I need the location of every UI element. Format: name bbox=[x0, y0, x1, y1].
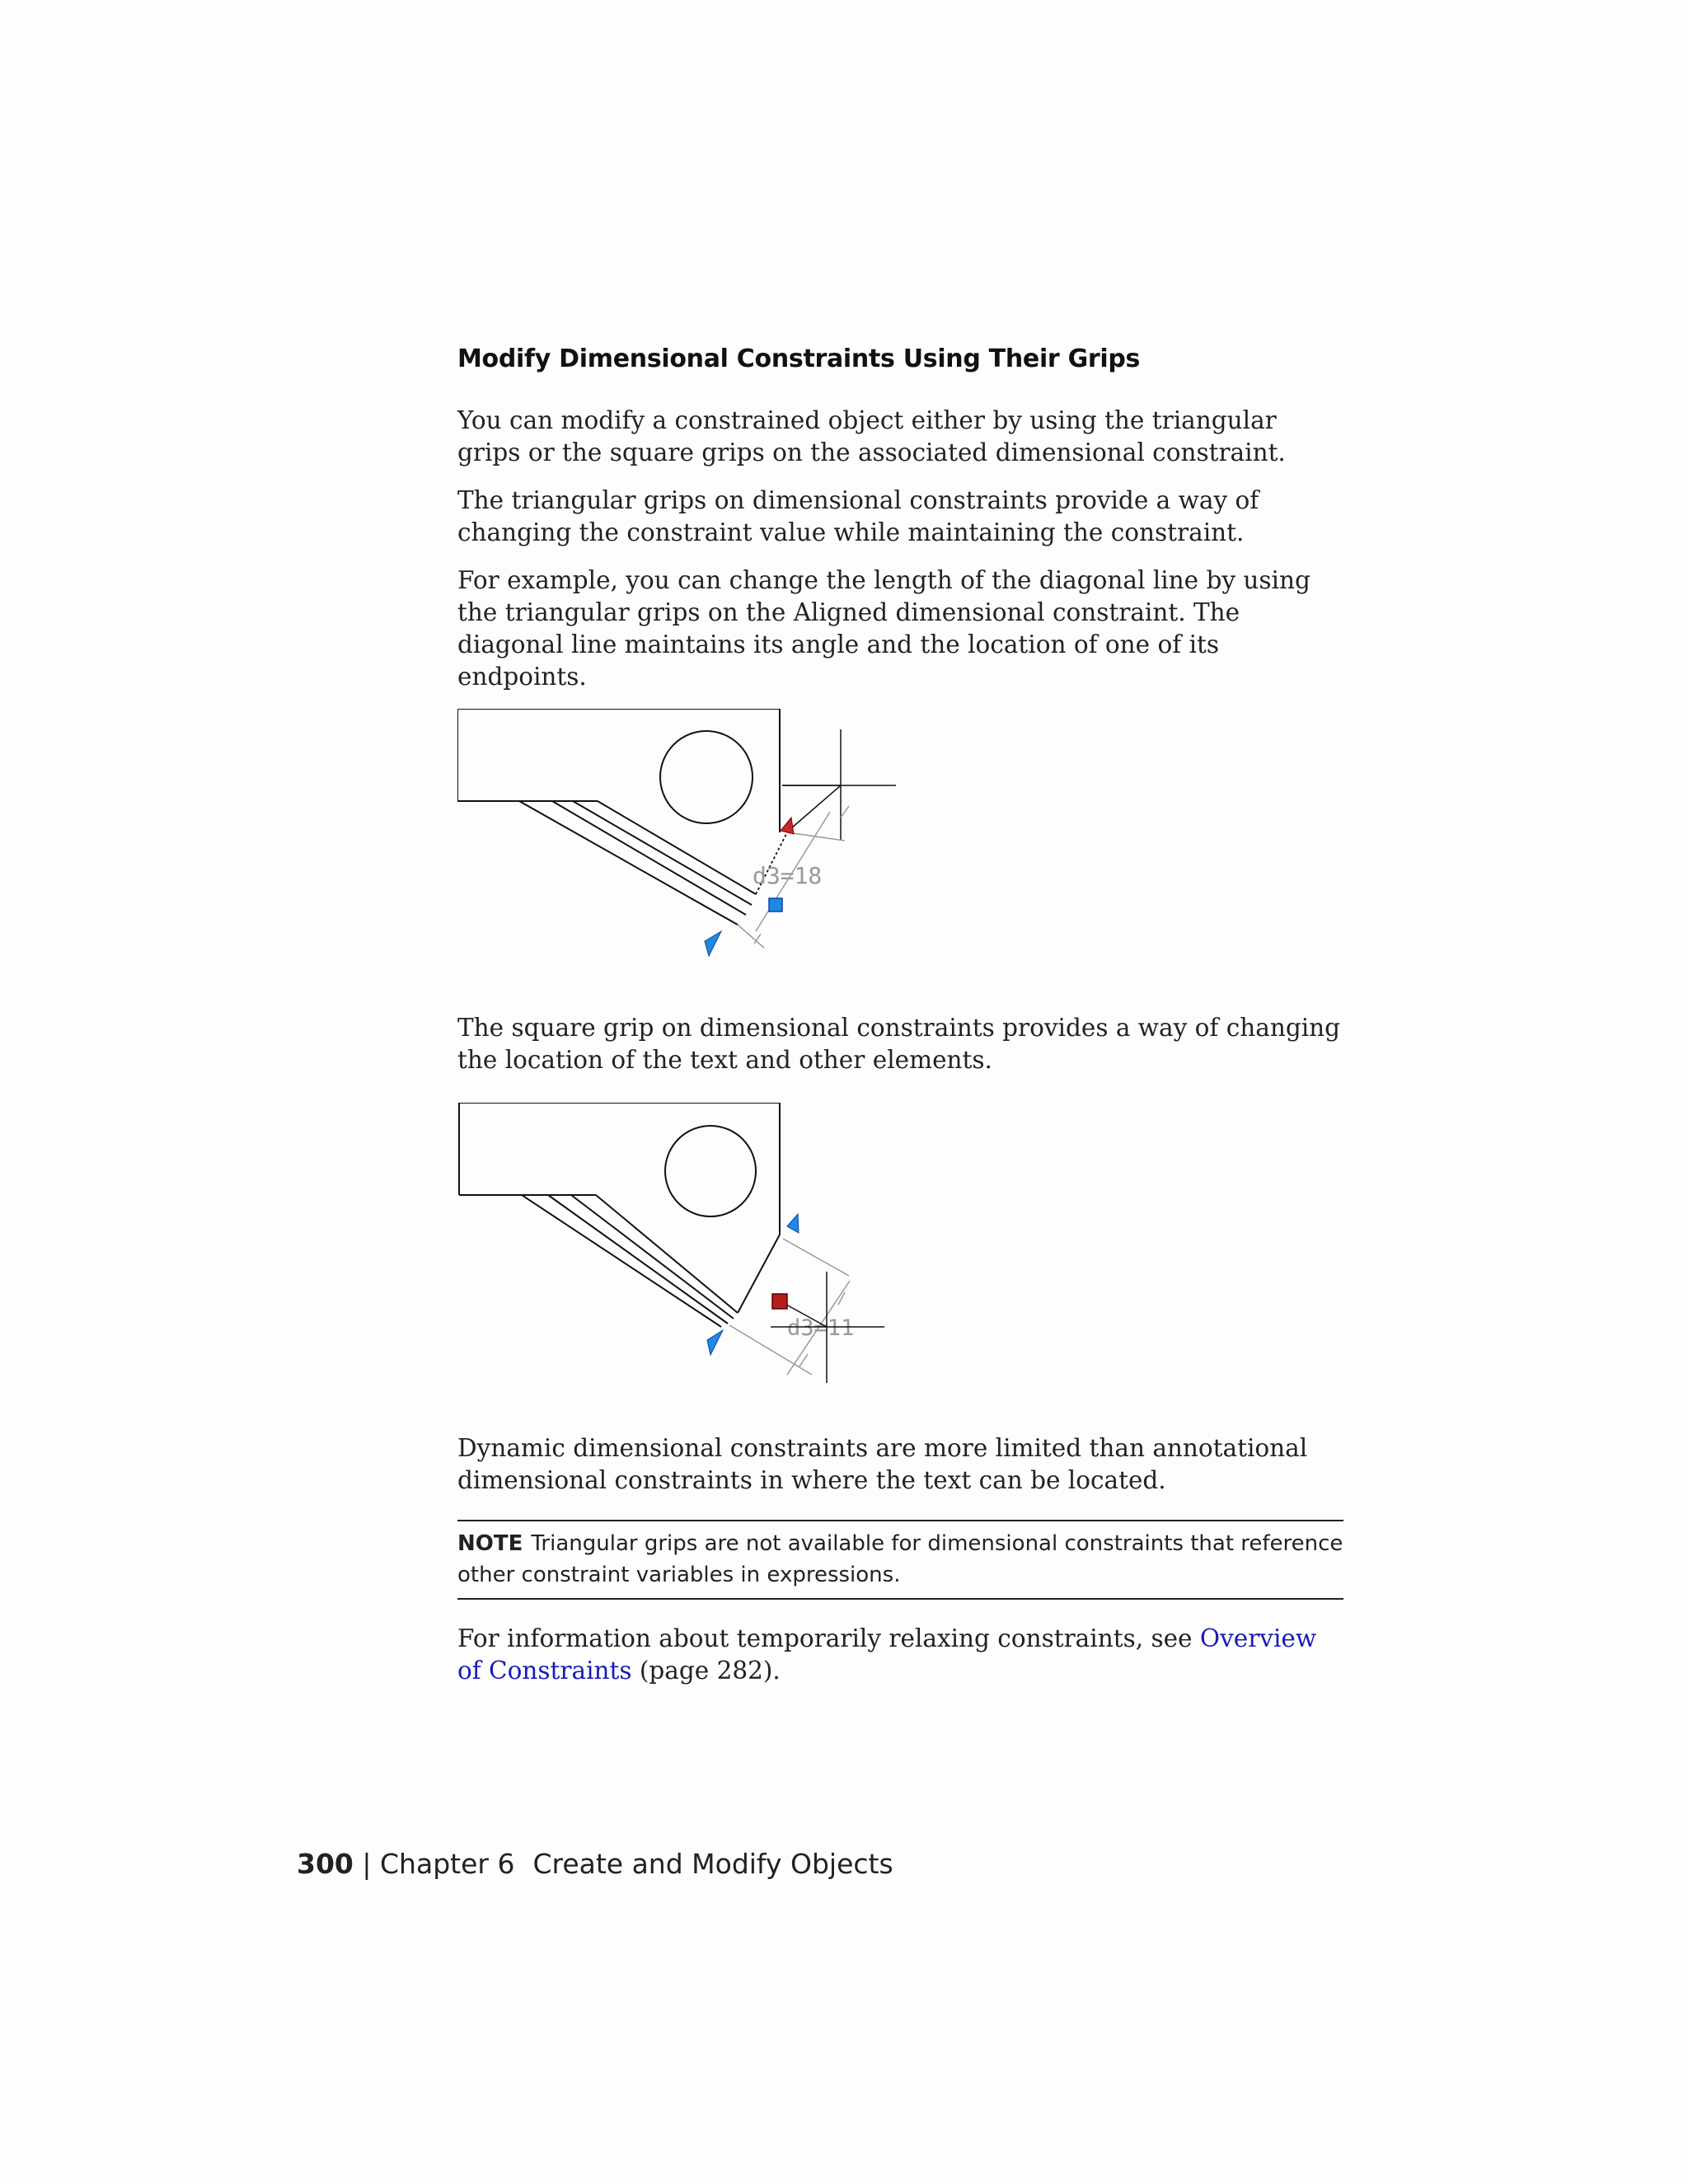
part-hole bbox=[660, 731, 753, 823]
paragraph-diagonal-example: For example, you can change the length of the diagonal line by using the triangular grips on the Aligned dimensional constraint. The diagonal line maintains its angle and the location of one of its endpoints. bbox=[457, 566, 1311, 691]
square-grip[interactable] bbox=[769, 898, 782, 912]
footer-separator: | bbox=[362, 1848, 372, 1880]
page-footer bbox=[297, 1848, 893, 1880]
square-grip-active[interactable] bbox=[772, 1294, 787, 1309]
note-label: NOTE bbox=[457, 1531, 523, 1556]
section-heading: Modify Dimensional Constraints Using Their Grips bbox=[457, 344, 1141, 373]
paragraph-grips-intro: You can modify a constrained object either by using the triangular grips or the square grips on the associated dimensional constraint. bbox=[457, 406, 1286, 466]
figure-triangular-grips-drawing bbox=[457, 709, 919, 964]
footer-chapter: Chapter 6 bbox=[380, 1848, 515, 1880]
paragraph-dynamic-constraints: Dynamic dimensional constraints are more limited than annotational dimensional constraints in where the text can be located. bbox=[457, 1434, 1308, 1494]
figure1-dimension-label: d3=18 bbox=[753, 862, 823, 889]
figure-square-grip bbox=[457, 1103, 1343, 1387]
note-box bbox=[457, 1520, 1343, 1600]
page-number: 300 bbox=[297, 1848, 354, 1880]
page-content bbox=[457, 344, 1343, 1703]
figure-square-grip-drawing bbox=[457, 1103, 919, 1387]
footer-chapter-title: Create and Modify Objects bbox=[532, 1848, 893, 1880]
paragraph-relaxing-constraints bbox=[457, 1623, 1343, 1687]
figure-triangular-grips bbox=[457, 709, 1343, 964]
overview-of-constraints-link[interactable]: Overview of Constraints bbox=[457, 1624, 1317, 1685]
triangular-grip-bottom[interactable] bbox=[705, 931, 721, 956]
triangular-grip-active[interactable] bbox=[781, 818, 794, 834]
paragraph-square-grip: The square grip on dimensional constraints provides a way of changing the location of the text and other elements. bbox=[457, 1014, 1341, 1074]
triangular-grip-top[interactable] bbox=[787, 1214, 799, 1233]
part-hole bbox=[665, 1126, 756, 1216]
relaxing-text-after: (page 282). bbox=[631, 1657, 781, 1685]
triangular-grip-bottom[interactable] bbox=[707, 1330, 723, 1355]
note-text: Triangular grips are not available for dimensional constraints that reference other constraint variables in expressions. bbox=[457, 1531, 1343, 1587]
figure2-dimension-label: d3=11 bbox=[787, 1315, 855, 1341]
relaxing-text-before: For information about temporarily relaxing constraints, see bbox=[457, 1624, 1200, 1652]
paragraph-triangular-grips: The triangular grips on dimensional constraints provide a way of changing the constraint value while maintaining the constraint. bbox=[457, 486, 1259, 546]
